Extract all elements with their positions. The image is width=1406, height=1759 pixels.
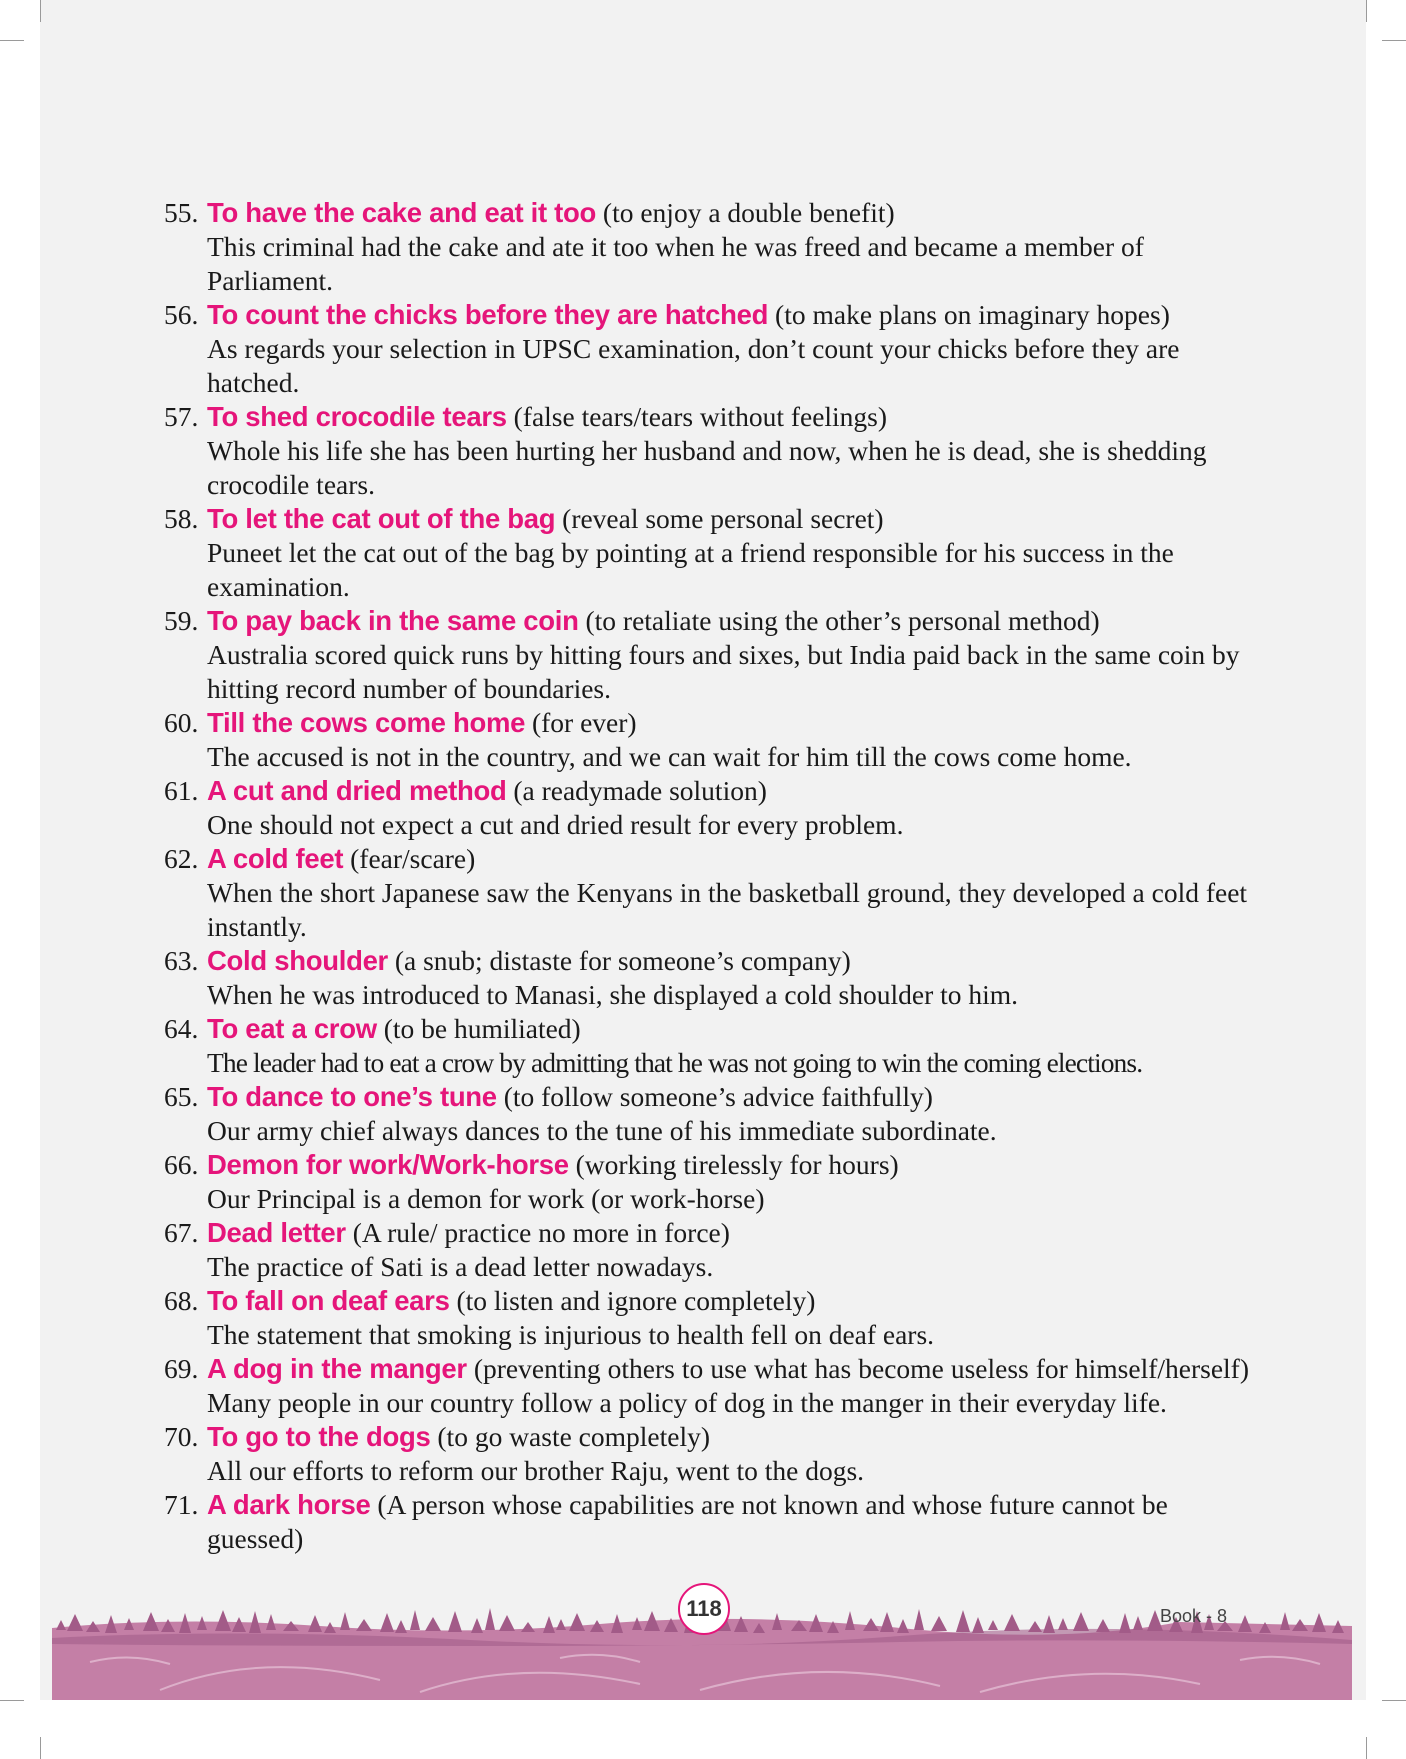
- idiom-phrase: A cold feet: [207, 843, 344, 874]
- tree-icon: [956, 1610, 970, 1632]
- tree-icon: [972, 1617, 984, 1633]
- tree-icon: [988, 1620, 998, 1630]
- tree-icon: [266, 1614, 276, 1630]
- idiom-meaning: (to retaliate using the other’s personal method): [578, 605, 1100, 636]
- tree-icon: [1312, 1613, 1326, 1632]
- crop-mark: [1382, 1700, 1406, 1701]
- idiom-entry: [164, 1080, 1249, 1148]
- idiom-example: When the short Japanese saw the Kenyans in the basketball ground, they developed a cold feet instantly.: [207, 877, 1248, 942]
- idiom-entry: [164, 400, 1249, 502]
- idiom-example: Australia scored quick runs by hitting fours and sixes, but India paid back in the same coin by hitting record number of boundaries.: [207, 639, 1240, 704]
- entry-number: 60.: [164, 707, 199, 738]
- idiom-entry: [164, 842, 1249, 944]
- idiom-example: The accused is not in the country, and we can wait for him till the cows come home.: [207, 741, 1132, 772]
- tree-icon: [897, 1619, 909, 1633]
- tree-icon: [1133, 1616, 1143, 1630]
- entry-number: 70.: [164, 1421, 199, 1452]
- entry-number: 66.: [164, 1149, 199, 1180]
- idiom-phrase: To count the chicks before they are hatched: [207, 299, 769, 330]
- idiom-meaning: (working tirelessly for hours): [568, 1149, 899, 1180]
- tree-icon: [410, 1610, 420, 1630]
- tree-icon: [1096, 1619, 1110, 1632]
- tree-icon: [249, 1611, 261, 1633]
- entry-number: 67.: [164, 1217, 199, 1248]
- entry-number: 63.: [164, 945, 199, 976]
- idiom-example: One should not expect a cut and dried result for every problem.: [207, 809, 904, 840]
- entry-number: 69.: [164, 1353, 199, 1384]
- idiom-phrase: To shed crocodile tears: [207, 401, 507, 432]
- tree-icon: [340, 1612, 350, 1630]
- idiom-meaning: (to enjoy a double benefit): [596, 197, 895, 228]
- idiom-entry: [164, 706, 1249, 774]
- idiom-phrase: To eat a crow: [207, 1013, 377, 1044]
- idiom-meaning: (to go waste completely): [430, 1421, 711, 1452]
- idiom-example: Whole his life she has been hurting her husband and now, when he is dead, she is shedding crocodile tears.: [207, 435, 1207, 500]
- crop-mark: [0, 1700, 24, 1701]
- idiom-phrase: To go to the dogs: [207, 1421, 431, 1452]
- entry-number: 56.: [164, 299, 199, 330]
- entry-number: 65.: [164, 1081, 199, 1112]
- tree-icon: [863, 1618, 879, 1631]
- tree-icon: [471, 1618, 483, 1633]
- tree-icon: [56, 1620, 66, 1630]
- idiom-meaning: (to follow someone’s advice faithfully): [496, 1081, 933, 1112]
- tree-icon: [395, 1620, 407, 1633]
- idiom-phrase: To dance to one’s tune: [207, 1081, 497, 1112]
- tree-icon: [521, 1622, 535, 1632]
- tree-icon: [880, 1612, 894, 1632]
- idiom-meaning: (to listen and ignore completely): [449, 1285, 816, 1316]
- idiom-phrase: To have the cake and eat it too: [207, 197, 597, 228]
- idiom-entry: [164, 774, 1249, 842]
- entry-number: 59.: [164, 605, 199, 636]
- idiom-entry: [164, 502, 1249, 604]
- entry-number: 62.: [164, 843, 199, 874]
- tree-icon: [845, 1611, 855, 1630]
- tree-icon: [1058, 1618, 1068, 1630]
- crop-mark: [40, 1737, 41, 1759]
- idiom-example: Our Principal is a demon for work (or work-horse): [207, 1183, 765, 1214]
- tree-icon: [356, 1619, 372, 1631]
- idiom-entry: [164, 1352, 1249, 1420]
- idiom-example: All our efforts to reform our brother Raju, went to the dogs.: [207, 1455, 865, 1486]
- idiom-entry: [164, 298, 1249, 400]
- idiom-entry: [164, 944, 1249, 1012]
- tree-icon: [914, 1609, 924, 1630]
- entry-number: 61.: [164, 775, 199, 806]
- idiom-example: Our army chief always dances to the tune of his immediate subordinate.: [207, 1115, 997, 1146]
- idiom-phrase: To fall on deaf ears: [207, 1285, 450, 1316]
- idiom-example: The practice of Sati is a dead letter nowadays.: [207, 1251, 714, 1282]
- idiom-heading-line: [207, 1352, 1249, 1386]
- idiom-example: Puneet let the cat out of the bag by pointing at a friend responsible for his success in the examination.: [207, 537, 1174, 602]
- idiom-example: Many people in our country follow a policy of dog in the manger in their everyday life.: [207, 1387, 1167, 1418]
- book-label: Book - 8: [1160, 1606, 1228, 1626]
- entry-number: 64.: [164, 1013, 199, 1044]
- idiom-entry: [164, 604, 1249, 706]
- tree-icon: [448, 1611, 462, 1632]
- entry-number: 71.: [164, 1489, 199, 1520]
- page-number-badge: 118: [678, 1583, 730, 1635]
- tree-icon: [1028, 1621, 1042, 1632]
- tree-icon: [67, 1614, 83, 1631]
- tree-icon: [143, 1612, 159, 1631]
- tree-icon: [543, 1616, 555, 1633]
- entry-number: 58.: [164, 503, 199, 534]
- idiom-meaning: (false tears/tears without feelings): [506, 401, 888, 432]
- idiom-example: When he was introduced to Manasi, she displayed a cold shoulder to him.: [207, 979, 1019, 1010]
- idiom-phrase: A dark horse: [207, 1489, 371, 1520]
- idiom-phrase: Cold shoulder: [207, 945, 388, 976]
- crop-mark: [1366, 1737, 1367, 1759]
- idiom-example: As regards your selection in UPSC examination, don’t count your chicks before they are hatched.: [207, 333, 1180, 398]
- idiom-meaning: (to make plans on imaginary hopes): [768, 299, 1170, 330]
- crop-mark: [1366, 0, 1367, 22]
- crop-mark: [0, 40, 24, 41]
- tree-icon: [1043, 1615, 1055, 1633]
- entry-number: 55.: [164, 197, 199, 228]
- tree-icon: [215, 1610, 231, 1631]
- idiom-list: [164, 196, 1249, 1556]
- idiom-entry: [164, 1488, 1249, 1556]
- idiom-phrase: Dead letter: [207, 1217, 346, 1248]
- idiom-phrase: A dog in the manger: [207, 1353, 467, 1384]
- idiom-meaning: (to be humiliated): [376, 1013, 581, 1044]
- idiom-meaning: (A person whose capabilities are not known and whose future cannot be guessed): [207, 1489, 1168, 1554]
- idiom-meaning: (a snub; distaste for someone’s company): [387, 945, 851, 976]
- tree-icon: [425, 1617, 441, 1631]
- crop-mark: [1382, 40, 1406, 41]
- entry-number: 57.: [164, 401, 199, 432]
- tree-icon: [1119, 1613, 1131, 1633]
- tree-icon: [499, 1615, 515, 1631]
- tree-icon: [308, 1615, 322, 1632]
- idiom-entry: [164, 1284, 1249, 1352]
- idiom-phrase: Demon for work/Work-horse: [207, 1149, 569, 1180]
- idiom-entry: [164, 1012, 1249, 1080]
- tree-icon: [931, 1616, 947, 1631]
- idiom-example: The statement that smoking is injurious to health fell on deaf ears.: [207, 1319, 935, 1350]
- crop-mark: [40, 0, 41, 22]
- tree-icon: [1004, 1614, 1020, 1631]
- idiom-phrase: Till the cows come home: [207, 707, 526, 738]
- entry-number: 68.: [164, 1285, 199, 1316]
- idiom-meaning: (fear/scare): [343, 843, 476, 874]
- tree-icon: [1280, 1612, 1290, 1630]
- tree-icon: [1073, 1612, 1089, 1631]
- idiom-phrase: To pay back in the same coin: [207, 605, 579, 636]
- idiom-entry: [164, 1148, 1249, 1216]
- tree-icon: [556, 1619, 566, 1630]
- idiom-entry: [164, 196, 1249, 298]
- idiom-meaning: (a readymade solution): [506, 775, 767, 806]
- idiom-entry: [164, 1216, 1249, 1284]
- idiom-meaning: (reveal some personal secret): [555, 503, 884, 534]
- idiom-phrase: A cut and dried method: [207, 775, 507, 806]
- idiom-example: This criminal had the cake and ate it too when he was freed and became a member of Parliament.: [207, 231, 1144, 296]
- idiom-meaning: (for ever): [525, 707, 637, 738]
- idiom-example: The leader had to eat a crow by admitting that he was not going to win the coming elections.: [207, 1047, 1143, 1078]
- idiom-meaning: (A rule/ practice no more in force): [345, 1217, 730, 1248]
- tree-icon: [569, 1613, 585, 1631]
- tree-icon: [485, 1608, 495, 1630]
- idiom-entry: [164, 1420, 1249, 1488]
- idiom-meaning: (preventing others to use what has become useless for himself/herself): [466, 1353, 1249, 1384]
- tree-icon: [380, 1613, 394, 1632]
- idiom-phrase: To let the cat out of the bag: [207, 503, 556, 534]
